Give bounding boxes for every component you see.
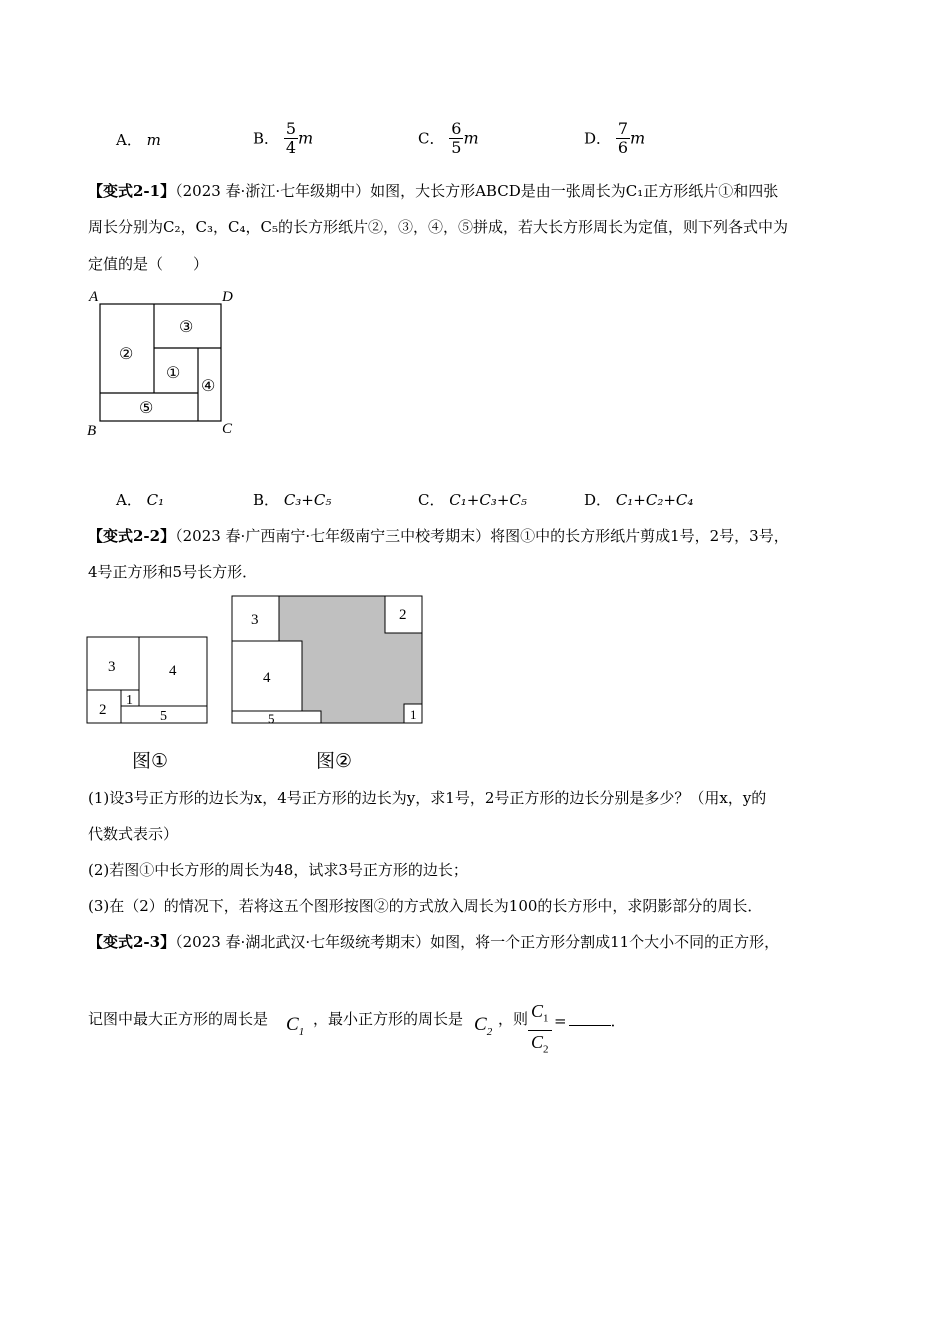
q21-figure xyxy=(84,286,244,438)
fraction-numerator: 6 xyxy=(451,119,462,138)
q23-text-c: ，则 xyxy=(498,1010,529,1028)
corner-label-d: D xyxy=(222,289,233,305)
period: ． xyxy=(610,1012,626,1030)
q22-sub2: (2)若图①中长方形的周长为48，试求3号正方形的边长； xyxy=(88,861,468,879)
q22-sub1-line1: (1)设3号正方形的边长为x，4号正方形的边长为y，求1号，2号正方形的边长分别是多少？（用x，y的 xyxy=(88,789,767,807)
q23-c2 xyxy=(474,1014,492,1038)
c-symbol: C xyxy=(531,1001,544,1021)
option-letter: C． xyxy=(418,129,445,148)
rect-5 xyxy=(232,711,321,723)
subscript: 2 xyxy=(486,1025,493,1038)
piece-3-label: ③ xyxy=(179,317,194,336)
fraction-numerator: 7 xyxy=(617,119,628,138)
piece-4-label: ④ xyxy=(201,376,216,395)
q21-line2: 周长分别为C₂，C₃，C₄，C₅的长方形纸片②，③，④，⑤拼成，若大长方形周长为定值，则下列各式中为 xyxy=(88,218,788,236)
subscript: 1 xyxy=(298,1025,305,1038)
prev-option-a xyxy=(116,130,161,150)
answer-blank[interactable] xyxy=(569,1015,611,1026)
c-symbol: C xyxy=(474,1014,487,1035)
piece-1-label: ① xyxy=(166,363,181,382)
q23-fraction xyxy=(528,1000,552,1060)
q22-figure-2 xyxy=(228,592,426,728)
option-var: m xyxy=(463,128,479,148)
option-expr: C₁+C₃+C₅ xyxy=(449,491,527,509)
q22-figure-2-caption: 图② xyxy=(316,750,353,772)
option-letter: D． xyxy=(584,491,612,509)
square-3-label: 3 xyxy=(108,659,116,675)
square-2-label: 2 xyxy=(399,607,407,623)
option-letter: B． xyxy=(253,491,280,509)
q21-option-c xyxy=(418,490,527,510)
prev-option-d xyxy=(584,120,645,157)
option-letter: A． xyxy=(116,491,142,509)
rect-5-label: 5 xyxy=(160,709,167,724)
subscript: 1 xyxy=(543,1012,549,1025)
square-2-label: 2 xyxy=(99,702,107,718)
square-3-label: 3 xyxy=(251,612,259,628)
option-var: m xyxy=(630,128,646,148)
option-expr: C₃+C₅ xyxy=(283,491,332,509)
rect-5-label: 5 xyxy=(268,711,275,726)
fraction-denominator: 6 xyxy=(617,138,628,157)
q22-sub1-line2: 代数式表示） xyxy=(88,825,179,843)
prev-option-c xyxy=(418,120,479,157)
fraction-numerator: 5 xyxy=(285,119,296,138)
q21-option-d xyxy=(584,490,693,510)
fraction-denominator: 4 xyxy=(285,138,296,157)
q21-line3: 定值的是（ ） xyxy=(88,255,209,273)
corner-label-c: C xyxy=(222,421,233,437)
square-4-label: 4 xyxy=(169,663,177,679)
fraction-numerator xyxy=(528,1000,552,1031)
option-expr: C₁ xyxy=(146,491,165,509)
corner-label-a: A xyxy=(89,289,99,305)
q22-tag: 【变式2-2】 xyxy=(88,527,176,545)
equals-sign: = xyxy=(554,1012,567,1030)
q23-c1 xyxy=(286,1014,304,1038)
square-1-label: 1 xyxy=(126,693,133,708)
option-letter: A． xyxy=(116,131,142,149)
q23-tag: 【变式2-3】 xyxy=(88,933,176,951)
fraction-denominator xyxy=(528,1031,552,1061)
fraction-denominator: 5 xyxy=(451,138,462,157)
option-fraction xyxy=(449,120,463,157)
q21-option-a xyxy=(116,490,164,510)
option-expr: m xyxy=(146,131,161,149)
option-fraction xyxy=(284,120,298,157)
option-var: m xyxy=(298,128,314,148)
q23-text-b: ，最小正方形的周长是 xyxy=(313,1010,464,1028)
q22-line1 xyxy=(88,526,789,546)
q21-tag: 【变式2-1】 xyxy=(88,182,176,200)
c-symbol: C xyxy=(286,1014,299,1035)
q23-line1 xyxy=(88,932,779,952)
q22-figure-1 xyxy=(84,632,212,728)
option-expr: C₁+C₂+C₄ xyxy=(615,491,694,509)
q23-text-a: 记图中最大正方形的周长是 xyxy=(88,1010,269,1028)
c-symbol: C xyxy=(531,1031,544,1052)
option-letter: D． xyxy=(584,129,612,148)
prev-option-b xyxy=(253,120,313,157)
option-letter: B． xyxy=(253,129,280,148)
subscript: 2 xyxy=(543,1043,549,1056)
q21-text-1: （2023 春·浙江·七年级期中）如图，大长方形ABCD是由一张周长为C₁正方形纸片①和四张 xyxy=(175,182,779,200)
option-fraction xyxy=(616,120,630,157)
corner-label-b: B xyxy=(87,423,97,438)
q21-line1 xyxy=(88,181,778,201)
square-4-label: 4 xyxy=(263,670,271,686)
piece-5-label: ⑤ xyxy=(139,398,154,417)
q22-figure-1-caption: 图① xyxy=(132,750,169,772)
q22-text-1: （2023 春·广西南宁·七年级南宁三中校考期末）将图①中的长方形纸片剪成1号，2号，3号， xyxy=(175,527,789,545)
square-1-label: 1 xyxy=(410,707,417,722)
q23-text-1: （2023 春·湖北武汉·七年级统考期末）如图，将一个正方形分割成11个大小不同的正方形， xyxy=(175,933,780,951)
option-letter: C． xyxy=(418,491,445,509)
piece-2-label: ② xyxy=(119,344,134,363)
q21-option-b xyxy=(253,490,331,510)
q22-line2: 4号正方形和5号长方形． xyxy=(88,563,258,581)
q22-sub3: (3)在（2）的情况下，若将这五个图形按图②的方式放入周长为100的长方形中，求阴影部分的周长． xyxy=(88,897,763,915)
q23-answer xyxy=(554,1010,626,1031)
